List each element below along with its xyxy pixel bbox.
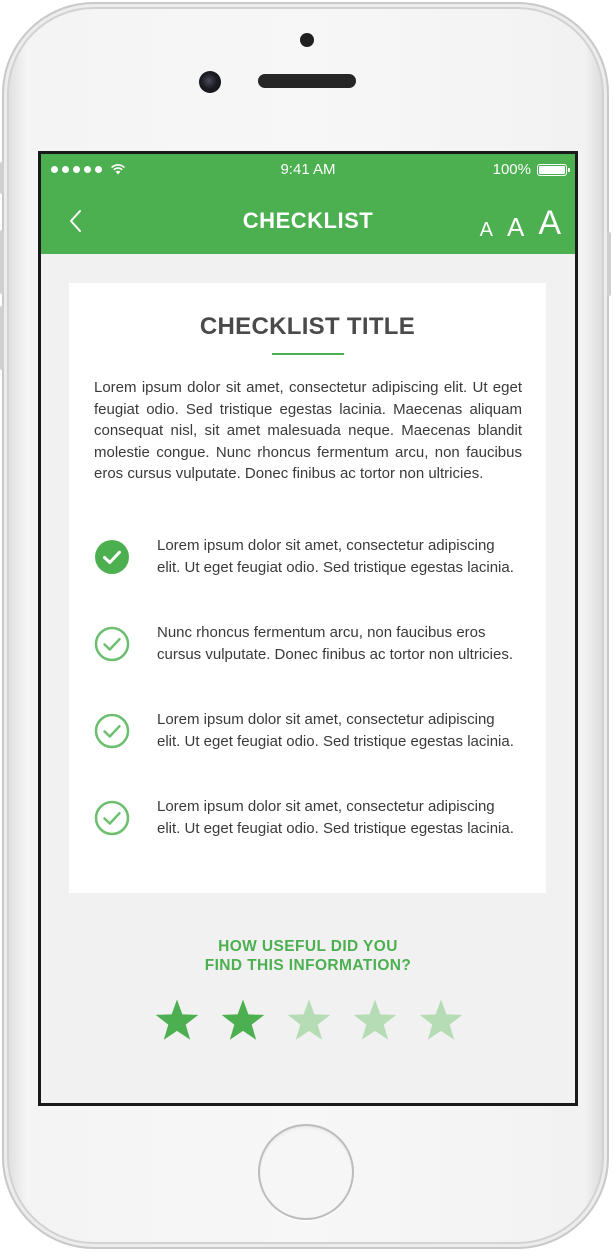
star-rating [154,998,464,1042]
checklist-item-text: Lorem ipsum dolor sit amet, consectetur adipiscing elit. Ut eget feugiat odio. Sed tristique egestas lacinia. [157,537,514,576]
star-empty-icon[interactable] [352,998,398,1042]
checklist-item-text: Nunc rhoncus fermentum arcu, non faucibus eros cursus vulputate. Donec finibus ac tortor non ultricies. [157,624,514,663]
star-filled-icon[interactable] [220,998,266,1042]
power-button [607,232,611,296]
title-divider [272,353,344,355]
star-empty-icon[interactable] [286,998,332,1042]
star-filled-icon[interactable] [154,998,200,1042]
checklist-item[interactable] [94,709,524,796]
checklist-item[interactable] [94,796,524,883]
rating-question-line: HOW USEFUL DID YOU [218,938,398,955]
battery-icon [537,164,567,176]
volume-up-button [0,230,4,294]
checklist-item[interactable] [94,535,524,622]
checklist-item[interactable] [94,622,524,709]
font-size-medium-button[interactable]: A [506,212,525,242]
check-circle-outline-icon[interactable] [94,713,130,749]
home-button[interactable] [258,1124,354,1220]
screen [38,151,578,1106]
volume-down-button [0,306,4,370]
checklist-title: CHECKLIST TITLE [199,313,416,340]
font-size-large-button[interactable]: A [538,204,561,242]
earpiece-speaker [258,74,356,88]
front-camera [199,71,221,93]
check-circle-outline-icon[interactable] [94,800,130,836]
font-size-small-button[interactable]: A [479,219,493,241]
checklist-item-text: Lorem ipsum dolor sit amet, consectetur adipiscing elit. Ut eget feugiat odio. Sed tristique egestas lacinia. [157,711,514,750]
battery-indicator [493,161,567,178]
status-time: 9:41 AM [280,161,336,178]
rating-question [41,937,575,975]
nav-bar [41,186,575,254]
mute-switch [0,162,4,194]
battery-percent: 100% [492,161,531,178]
rating-question-line: FIND THIS INFORMATION? [204,957,412,974]
checklist-card [69,283,546,893]
app-screen [41,154,575,1103]
checklist [94,535,524,883]
status-bar [41,154,575,186]
phone-frame [2,2,609,1249]
checklist-item-text: Lorem ipsum dolor sit amet, consectetur adipiscing elit. Ut eget feugiat odio. Sed tristique egestas lacinia. [157,798,514,837]
proximity-sensor [300,33,314,47]
page-title: CHECKLIST [242,208,374,233]
checklist-intro: Lorem ipsum dolor sit amet, consectetur adipiscing elit. Ut eget feugiat odio. Sed tristique egestas lacinia. Maecenas aliquam consequat nisl, sit amet malesuada neque. Maecenas blandit molestie congue. Nunc rhoncus fermentum arcu, non faucibus eros cursus vulputate. Donec finibus ac tortor non ultricies. [94,379,522,482]
font-size-selector [480,200,561,240]
check-circle-outline-icon[interactable] [94,626,130,662]
check-circle-filled-icon[interactable] [94,539,130,575]
star-empty-icon[interactable] [418,998,464,1042]
